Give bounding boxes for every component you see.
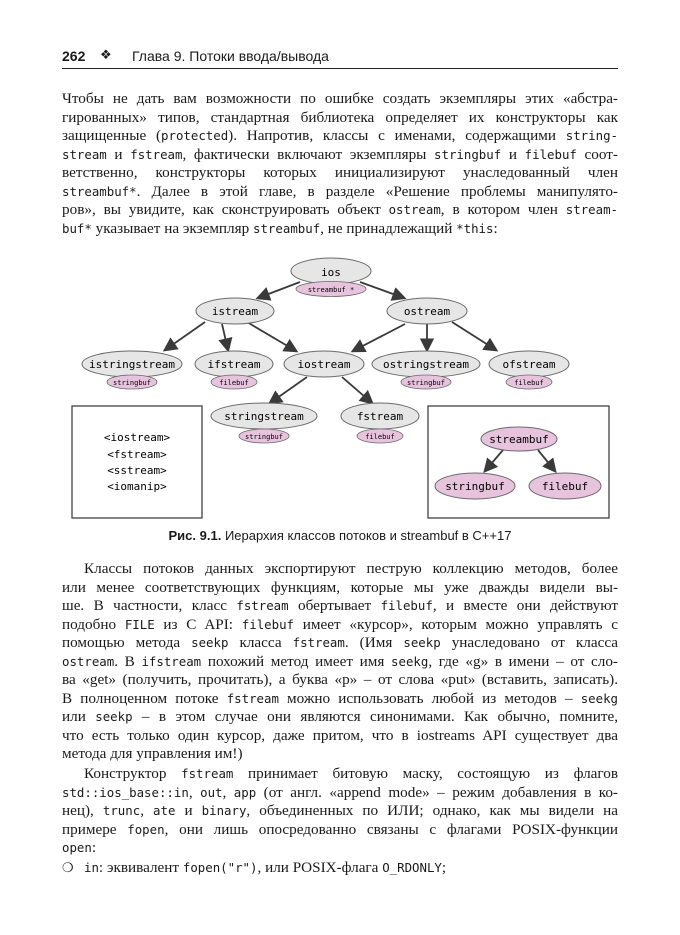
inline-code: streambuf* (62, 183, 137, 199)
text-run: примере (62, 820, 128, 838)
node-label: fstream (356, 410, 404, 423)
paragraph-methods (62, 560, 618, 764)
inline-code: open (62, 840, 92, 855)
text-run: Конструктор (84, 765, 182, 782)
text-run: нец), (62, 802, 103, 819)
node-ostream (387, 298, 467, 324)
inline-code: trunc (102, 803, 141, 818)
inline-code: fopen (127, 821, 165, 837)
text-run: , (222, 783, 234, 801)
inline-code: in (84, 860, 99, 875)
text-run: или менее соответствующих функциям, которые мы уже дважды видели вы- (62, 578, 618, 596)
inline-code: fstream (181, 766, 234, 781)
inline-code: *this (456, 220, 494, 236)
text-run: ва «get» (получить, прочитать), а буква «p» – от слова «put» (вставить, записать). (62, 671, 618, 688)
node-label: istringstream (88, 358, 176, 371)
inline-code: filebuf (241, 616, 294, 632)
node-label: ostream (403, 305, 451, 318)
text-run: ). Напротив, классы с именами, содержащими (228, 127, 566, 144)
buffer-label: stringbuf (113, 379, 151, 387)
node-istream (196, 298, 274, 324)
text-run: , (188, 783, 201, 801)
text-run: : (493, 219, 498, 237)
header-fstream: <fstream> (107, 448, 167, 461)
text-run: и (106, 145, 131, 163)
text-line (62, 671, 618, 690)
text-line (62, 839, 618, 858)
text-line (62, 560, 618, 579)
inline-code: seekg (580, 690, 618, 706)
text-line (62, 653, 618, 672)
text-run: ; (441, 859, 447, 876)
text-line (62, 690, 618, 709)
text-run: , объединенных по ИЛИ; однако, как мы видели на (246, 802, 618, 819)
node-ostringstream (372, 351, 480, 389)
node-label: ostringstream (382, 358, 470, 371)
caption-text: Иерархия классов потоков и streambuf в C++17 (221, 528, 512, 543)
text-run: , и вместе они действуют (432, 597, 618, 614)
text-run: принимает битовую маску, состоящую из флагов (233, 765, 618, 782)
text-run: что есть только один курсор, даже притом, что в iostreams API существует два (62, 726, 618, 744)
node-istringstream (82, 351, 182, 389)
inline-code: stream (62, 146, 107, 162)
figure-caption (62, 528, 618, 543)
inline-code: protected (161, 128, 229, 143)
inline-code: streambuf (253, 220, 321, 236)
text-run: гированных» типов, стандартная библиотека определяет их конструкторы как (62, 108, 618, 126)
text-run: : эквивалент (98, 859, 183, 876)
buffer-label: filebuf (514, 379, 544, 387)
inline-code: seekp (403, 635, 441, 650)
text-run: , они лишь опосредованно связаны с флагами POSIX-функции (164, 820, 618, 838)
text-run: или (62, 708, 96, 725)
inline-code: fstream (292, 635, 345, 650)
header-sstream: <sstream> (107, 464, 167, 477)
bullet-item-in (62, 859, 618, 877)
diamond-separator-icon: ❖ (100, 47, 112, 62)
inline-code: stream- (565, 202, 619, 217)
text-run: подобно (62, 615, 125, 633)
inline-code: ate (153, 803, 176, 818)
text-run: , или POSIX-флага (257, 859, 383, 876)
node-stringstream (211, 403, 317, 443)
streambuf-root: streambuf (489, 433, 549, 446)
text-run: Классы потоков данных экспортируют пеструю коллекцию методов, более (84, 560, 618, 577)
chapter-title: Глава 9. Потоки ввода/вывода (132, 48, 329, 64)
text-line (62, 821, 618, 840)
node-fstream (341, 403, 419, 443)
text-run: , (140, 802, 154, 819)
header-iomanip: <iomanip> (107, 480, 167, 493)
text-run: , не принадлежащий (320, 219, 457, 237)
inline-code: seekp (95, 709, 133, 724)
inline-code: fstream (236, 598, 289, 613)
text-run: унаследовано от класса (440, 634, 619, 651)
inline-code: seekp (191, 635, 229, 650)
buffer-label: filebuf (365, 433, 395, 441)
text-run: класса (228, 634, 293, 651)
node-label: stringstream (224, 410, 304, 423)
text-line (62, 727, 618, 746)
filebuf-node: filebuf (541, 480, 589, 493)
text-line (62, 708, 618, 727)
node-ifstream (195, 351, 273, 389)
inline-code: ifstream (141, 653, 202, 669)
inline-code: O_RDONLY (382, 860, 442, 875)
inline-code: stringbuf (434, 146, 502, 162)
text-run: помощью метода (62, 634, 192, 651)
paragraph-constructor (62, 765, 618, 858)
text-line (62, 765, 618, 784)
text-run: , в котором член (440, 201, 566, 218)
text-run: ров», вы увидите, как сконструировать объект (62, 201, 389, 218)
text-run: из C API: (154, 615, 242, 633)
node-label: ifstream (207, 358, 261, 371)
text-line (62, 634, 618, 653)
text-run: (от англ. «append mode» – режим добавления в ко- (256, 783, 618, 801)
text-run: и (175, 802, 202, 819)
text-run: метода для управления им!) (62, 745, 243, 762)
bullet-text (84, 859, 446, 876)
buffer-label: streambuf * (307, 286, 355, 294)
header-iostream: <iostream> (103, 431, 171, 444)
text-run: похожий метод имеет имя (201, 652, 392, 670)
text-line (62, 784, 618, 803)
text-run: защищенные ( (62, 127, 162, 144)
circle-bullet-icon: ❍ (62, 861, 74, 876)
text-run: можно использовать любой из методов – (278, 689, 581, 707)
headers-box (72, 406, 202, 518)
text-line (62, 616, 618, 635)
text-line (62, 802, 618, 821)
text-run: имеет «курсор», которым можно управлять с (294, 615, 618, 633)
node-label: iostream (297, 358, 351, 371)
text-run: , фактически включают экземпляры (182, 145, 435, 163)
inline-code: buf* (62, 220, 92, 236)
buffer-label: stringbuf (407, 379, 445, 387)
streambuf-box (428, 406, 609, 518)
text-run: указывает на экземпляр (91, 219, 254, 237)
node-iostream (284, 351, 364, 377)
inline-code: FILE (124, 616, 155, 632)
buffer-label: stringbuf (245, 433, 283, 441)
inline-code: binary (201, 803, 247, 818)
inline-code: filebuf (524, 146, 577, 162)
inline-code: seekg (391, 653, 429, 669)
inline-code: fstream (130, 146, 183, 162)
text-run: и (501, 145, 525, 163)
node-ofstream (489, 351, 569, 389)
buffer-label: filebuf (219, 379, 249, 387)
text-run: : (91, 839, 97, 856)
inline-code: out (200, 784, 223, 800)
inline-code: ostream (388, 202, 441, 217)
text-run: . Далее в этой главе, в разделе «Решение проблемы манипулято- (136, 182, 618, 200)
text-line (62, 597, 618, 616)
node-label: istream (211, 305, 259, 318)
text-line (62, 745, 618, 764)
inline-code: app (233, 784, 257, 800)
text-run: – в этом случае они являются синонимами. Как обычно, помните, (132, 708, 618, 725)
inline-code: string- (565, 128, 618, 143)
inline-code: ostream (62, 653, 115, 669)
text-run: Чтобы не дать вам возможности по ошибке создать экземпляры этих «абстра- (62, 90, 618, 107)
stringbuf-node: stringbuf (445, 480, 505, 493)
text-run: , где «g» в имени – от сло- (428, 652, 618, 670)
text-run: . (Имя (344, 634, 404, 651)
text-run: соот- (576, 145, 618, 163)
inline-code: std::ios_base::in (62, 784, 189, 800)
text-run: ше. В частности, класс (62, 597, 237, 614)
inline-code: filebuf (380, 598, 433, 613)
text-run: . В (114, 652, 142, 670)
text-run: В полноценном потоке (62, 689, 227, 707)
node-label: ofstream (502, 358, 556, 371)
inline-code: fopen("r") (182, 860, 258, 875)
caption-label: Рис. 9.1. (168, 528, 222, 543)
text-run: ветственно, конструкторы которых инициализируют унаследованный член (62, 164, 618, 181)
node-label: ios (321, 266, 341, 279)
text-run: обертывает (288, 597, 381, 614)
inline-code: fstream (226, 690, 279, 706)
node-ios (291, 258, 371, 297)
page-number: 262 (62, 48, 86, 64)
text-line (62, 579, 618, 598)
